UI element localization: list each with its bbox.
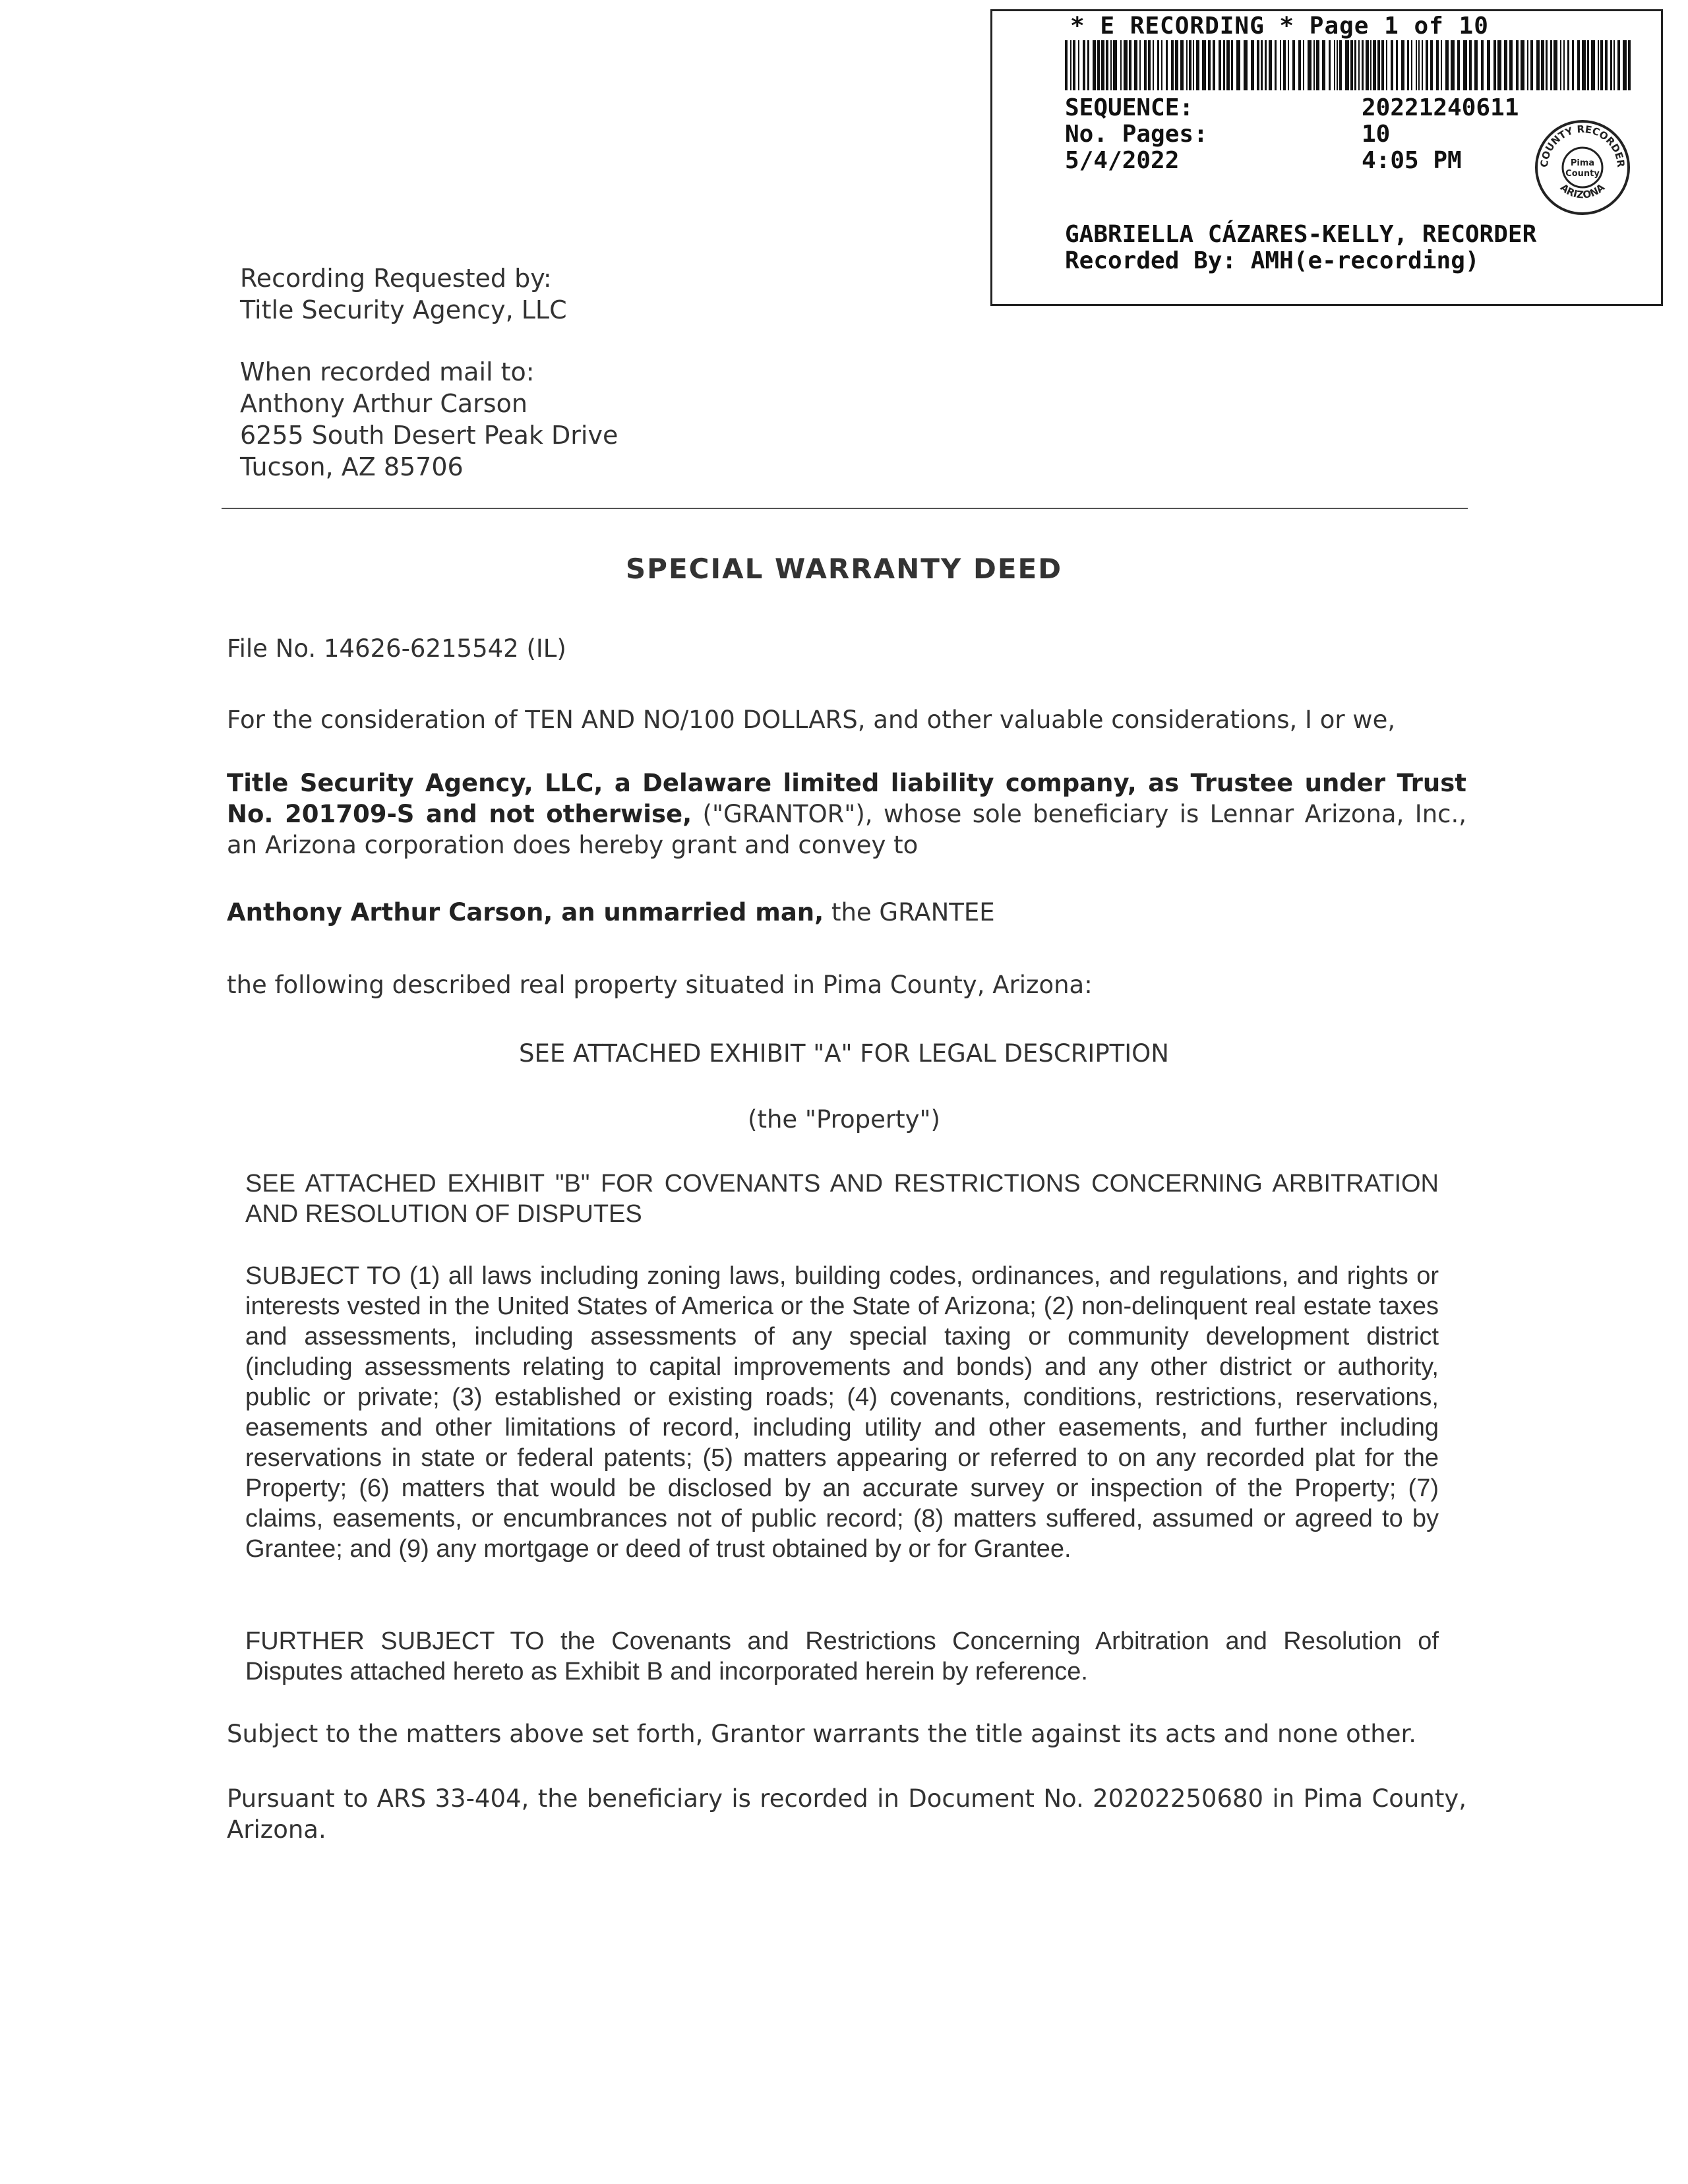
mail-to-name: Anthony Arthur Carson <box>240 389 528 418</box>
document-title: SPECIAL WARRANTY DEED <box>625 553 1063 585</box>
recorder-name: GABRIELLA CÁZARES-KELLY, RECORDER <box>1065 221 1537 248</box>
grantor-paragraph <box>227 768 1466 861</box>
grantee-role: the GRANTEE <box>824 898 995 926</box>
mail-to-city: Tucson, AZ 85706 <box>240 452 464 481</box>
date-row <box>1065 147 1462 174</box>
svg-text:COUNTY RECORDER: COUNTY RECORDER <box>1538 123 1627 168</box>
pages-value: 10 <box>1362 121 1391 148</box>
svg-text:County: County <box>1565 169 1600 179</box>
sequence-label: SEQUENCE: <box>1065 94 1194 121</box>
sequence-row <box>1065 94 1519 121</box>
requested-label: Recording Requested by: <box>240 264 552 293</box>
recorded-by: Recorded By: AMH(e-recording) <box>1065 247 1480 274</box>
consideration-paragraph: For the consideration of TEN AND NO/100 DOLLARS, and other valuable considerations, I or we, <box>227 706 1396 734</box>
pages-row <box>1065 121 1391 148</box>
stamp-header: * E RECORDING * Page 1 of 10 <box>1070 13 1489 40</box>
divider <box>222 508 1468 509</box>
subject-to-paragraph: SUBJECT TO (1) all laws including zoning laws, building codes, ordinances, and regulations, and rights or interests vested in the United States of America or the State of Arizona; (2) non-delinquent real estate taxes and assessments, including assessments of any special taxing or community development district (including assessments relating to capital improvements and bonds) and any other district or authority, public or private; (3) established or existing roads; (4) covenants, conditions, restrictions, reservations, easements and other limitations of record, including utility and other easements, and further including reservations in state or federal patents; (5) matters appearing or referred to on any recorded plat for the Property; (6) matters that would be disclosed by an accurate survey or inspection of the Property; (7) claims, easements, or encumbrances not of public record; (8) matters suffered, assumed or agreed to by Grantee; and (9) any mortgage or deed of trust obtained by or for Grantee. <box>245 1262 1439 1563</box>
warranty-paragraph: Subject to the matters above set forth, Grantor warrants the title against its acts and none other. <box>227 1720 1417 1748</box>
grantee-paragraph <box>227 897 1466 928</box>
pages-label: No. Pages: <box>1065 121 1208 148</box>
exhibit-b-reference: SEE ATTACHED EXHIBIT "B" FOR COVENANTS AND RESTRICTIONS CONCERNING ARBITRATION AND RESOLUTION OF DISPUTES <box>245 1170 1439 1228</box>
svg-text:Pima: Pima <box>1570 158 1595 168</box>
grantor-name: Title Security Agency, LLC, a Delaware limited liability company, as Trustee under Trust No. 201709-S and not otherwise, <box>227 769 1466 828</box>
requested-name: Title Security Agency, LLC <box>240 295 567 324</box>
mail-to-street: 6255 South Desert Peak Drive <box>240 421 618 450</box>
property-intro: the following described real property situated in Pima County, Arizona: <box>227 971 1093 999</box>
record-time: 4:05 PM <box>1362 147 1462 174</box>
mail-to-label: When recorded mail to: <box>240 357 535 386</box>
pursuant-paragraph: Pursuant to ARS 33-404, the beneficiary is recorded in Document No. 20202250680 in Pima County, Arizona. <box>227 1784 1466 1844</box>
county-seal-icon <box>1533 118 1632 217</box>
grantor-details: ("GRANTOR"), whose sole beneficiary is Lennar Arizona, Inc., an Arizona corporation does hereby grant and convey to <box>227 800 1467 859</box>
record-date: 5/4/2022 <box>1065 147 1180 174</box>
exhibit-a-reference: SEE ATTACHED EXHIBIT "A" FOR LEGAL DESCRIPTION <box>519 1039 1169 1068</box>
property-label: (the "Property") <box>748 1105 940 1134</box>
sequence-value: 20221240611 <box>1362 94 1519 121</box>
svg-text:ARIZONA: ARIZONA <box>1557 181 1608 201</box>
recording-stamp <box>990 9 1663 306</box>
barcode <box>1065 40 1632 90</box>
further-subject-paragraph: FURTHER SUBJECT TO the Covenants and Restrictions Concerning Arbitration and Resolution of Disputes attached hereto as Exhibit B and incorporated herein by reference. <box>245 1627 1439 1685</box>
file-number: File No. 14626-6215542 (IL) <box>227 634 566 663</box>
grantee-name: Anthony Arthur Carson, an unmarried man, <box>227 898 824 926</box>
